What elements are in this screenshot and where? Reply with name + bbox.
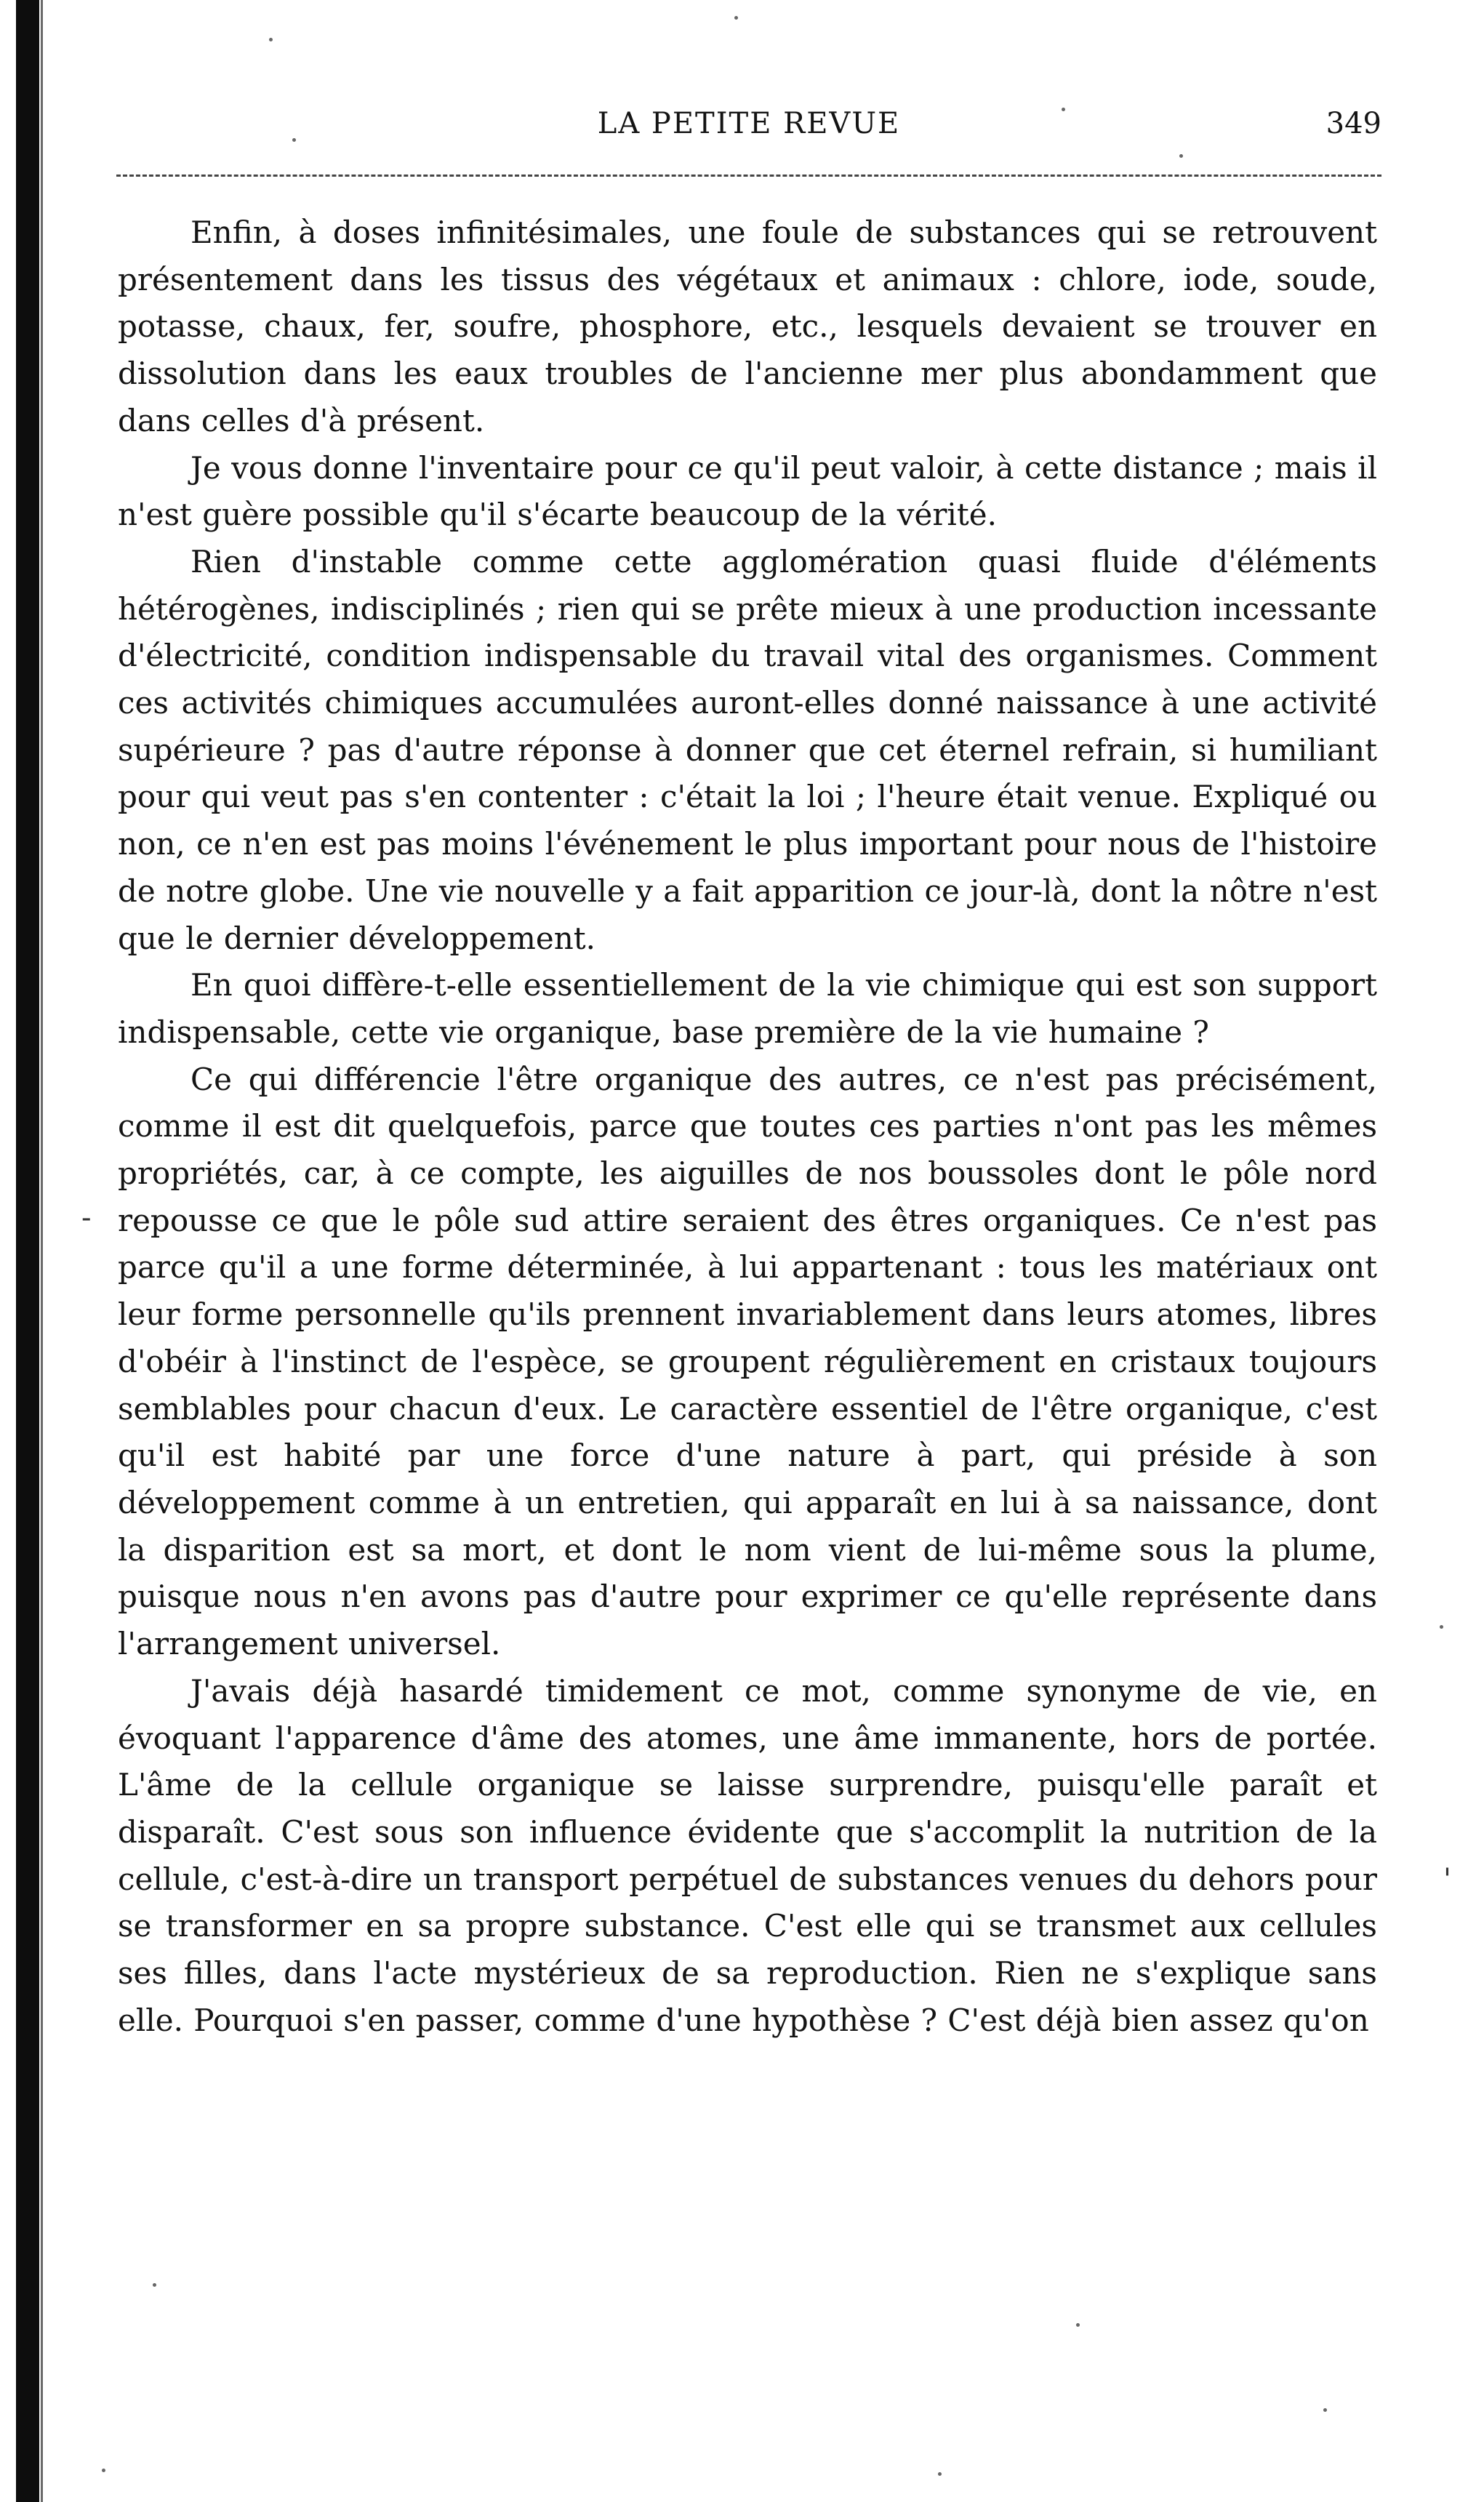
body-text: [118, 209, 1377, 2044]
paragraph: J'avais déjà hasardé timidement ce mot, comme synonyme de vie, en évoquant l'apparence d'âme des atomes, une âme immanente, hors de portée. L'âme de la cellule organique se laisse surprendre, puisqu'elle paraît et disparaît. C'est sous son influence évidente que s'accomplit la nutrition de la cellule, c'est-à-dire un transport perpétuel de substances venues du dehors pour se transformer en sa propre substance. C'est elle qui se transmet aux cellules ses filles, dans l'acte mystérieux de sa reproduction. Rien ne s'explique sans elle. Pourquoi s'en passer, comme d'une hypothèse ? C'est déjà bien assez qu'on: [118, 1672, 1377, 2038]
paper-speck: [292, 138, 296, 142]
paper-speck: [102, 2469, 105, 2472]
paragraph: Rien d'instable comme cette agglomération quasi fluide d'éléments hétérogènes, indisciplinés ; rien qui se prête mieux à une production incessante d'électricité, condition indispensable du travail vital des organismes. Comment ces activités chimiques accumulées auront-elles donné naissance à une activité supérieure ? pas d'autre réponse à donner que cet éternel refrain, si humiliant pour qui veut pas s'en contenter : c'était la loi ; l'heure était venue. Expliqué ou non, ce n'en est pas moins l'événement le plus important pour nous de l'histoire de notre globe. Une vie nouvelle y a fait apparition ce jour-là, dont la nôtre n'est que le dernier développement.: [118, 543, 1377, 956]
book-spine-edge: [41, 0, 43, 2502]
paper-speck: [1076, 2323, 1080, 2327]
paper-speck: [1323, 2408, 1327, 2412]
paper-speck: [938, 2472, 942, 2476]
book-spine-shadow: [16, 0, 39, 2502]
paper-speck: [1440, 1625, 1443, 1629]
paper-speck: [1062, 108, 1065, 111]
margin-tick-mark: ': [1443, 1863, 1451, 1896]
paper-speck: [153, 2283, 156, 2287]
running-title: LA PETITE REVUE: [597, 107, 901, 140]
paragraph: Ce qui différencie l'être organique des autres, ce n'est pas précisément, comme il est dit quelquefois, parce que toutes ces parties n'ont pas les mêmes propriétés, car, à ce compte, les aiguilles de nos boussoles dont le pôle nord repousse ce que le pôle sud attire seraient des êtres organiques. Ce n'est pas parce qu'il a une forme déterminée, à lui appartenant : tous les matériaux ont leur forme personnelle qu'ils prennent invariablement dans leurs atomes, libres d'obéir à l'instinct de l'espèce, se groupent régulièrement en cristaux toujours semblables pour chacun d'eux. Le caractère essentiel de l'être organique, c'est qu'il est habité par une force d'une nature à part, qui préside à son développement comme à un entretien, qui apparaît en lui à sa naissance, dont la disparition est sa mort, et dont le nom vient de lui-même sous la plume, puisque nous n'en avons pas d'autre pour exprimer ce qu'elle représente dans l'arrangement universel.: [118, 1061, 1377, 1662]
paragraph: Enfin, à doses infinitésimales, une foule de substances qui se retrouvent présentement dans les tissus des végétaux et animaux : chlore, iode, soude, potasse, chaux, fer, soufre, phosphore, etc., lesquels devaient se trouver en dissolution dans les eaux troubles de l'ancienne mer plus abondamment que dans celles d'à présent.: [118, 214, 1377, 438]
paragraph: En quoi diffère-t-elle essentiellement de la vie chimique qui est son support indispensable, cette vie organique, base première de la vie humaine ?: [118, 967, 1377, 1050]
running-head: [116, 102, 1381, 145]
header-rule: [116, 175, 1381, 177]
paper-speck: [734, 16, 738, 20]
page-number: 349: [1325, 107, 1381, 140]
paragraph: Je vous donne l'inventaire pour ce qu'il peut valoir, à cette distance ; mais il n'est guère possible qu'il s'écarte beaucoup de la vérité.: [118, 449, 1377, 533]
paper-speck: [1179, 154, 1183, 158]
paper-speck: [269, 38, 273, 41]
margin-dash-mark: -: [81, 1201, 92, 1235]
